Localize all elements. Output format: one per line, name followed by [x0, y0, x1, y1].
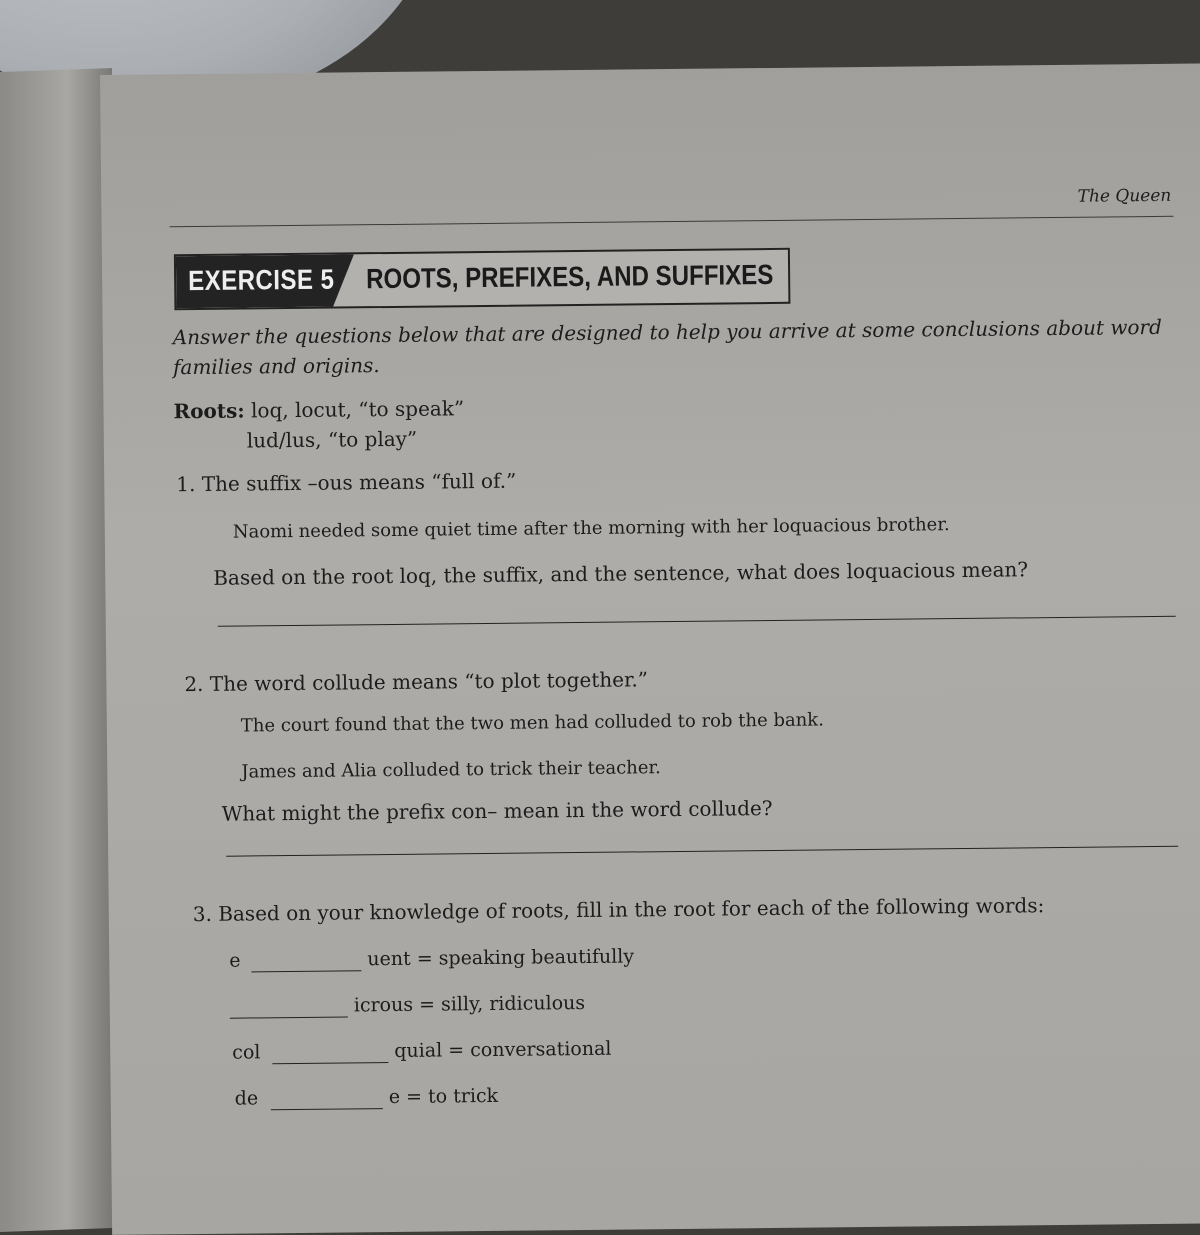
- fill-item-2-suffix: icrous = silly, ridiculous: [353, 991, 586, 1017]
- fill-item-4-blank[interactable]: [271, 1086, 383, 1110]
- fill-item-2-blank[interactable]: [230, 994, 348, 1018]
- fill-item-1: [229, 945, 634, 972]
- question-2-number: 2.: [184, 671, 204, 697]
- roots-line-2: lud/lus, “to play”: [246, 426, 418, 453]
- question-2-example-1: The court found that the two men had colluded to rob the bank.: [240, 709, 824, 737]
- exercise-title: ROOTS, PREFIXES, AND SUFFIXES: [365, 258, 774, 295]
- fill-item-1-blank[interactable]: [251, 948, 361, 972]
- question-2: [184, 667, 648, 696]
- roots-label: Roots:: [173, 398, 245, 424]
- instructions: Answer the questions below that are designed to help you arrive at some conclusions about word families and origins.: [172, 314, 1162, 380]
- exercise-banner: [174, 248, 791, 310]
- left-page-edge: [0, 68, 112, 1232]
- question-1-example: Naomi needed some quiet time after the morning with her loquacious brother.: [232, 514, 950, 543]
- fill-item-4-prefix: de: [234, 1087, 259, 1110]
- fill-item-4-suffix: e = to trick: [388, 1084, 499, 1109]
- fill-item-3-blank[interactable]: [272, 1040, 388, 1064]
- workbook-page: [100, 63, 1200, 1235]
- fill-item-2: [230, 992, 586, 1019]
- question-1-answer-line[interactable]: [218, 616, 1176, 627]
- question-2-text: The word collude means “to plot together.”: [209, 667, 649, 696]
- exercise-number: EXERCISE 5: [187, 263, 335, 297]
- roots-line-1: loq, locut, “to speak”: [250, 396, 465, 423]
- fill-item-1-suffix: uent = speaking beautifully: [367, 945, 635, 971]
- question-3-number: 3.: [192, 901, 213, 927]
- question-1: [176, 469, 516, 497]
- fill-item-3-prefix: col: [232, 1041, 261, 1064]
- question-1-prompt: Based on the root loq, the suffix, and the sentence, what does loquacious mean?: [213, 557, 1029, 590]
- fill-item-1-prefix: e: [229, 949, 241, 972]
- roots-block: [173, 393, 464, 456]
- header-rule: [170, 216, 1174, 228]
- fill-item-4: [235, 1085, 499, 1111]
- question-1-number: 1.: [176, 472, 196, 497]
- question-2-prompt: What might the prefix con– mean in the word collude?: [221, 795, 773, 826]
- fill-item-3: [232, 1038, 611, 1065]
- question-2-example-2: James and Alia colluded to trick their teacher.: [241, 757, 661, 783]
- question-2-answer-line[interactable]: [226, 846, 1178, 857]
- fill-item-3-suffix: quial = conversational: [394, 1037, 612, 1062]
- question-3-text: Based on your knowledge of roots, fill in the root for each of the following words:: [218, 893, 1045, 926]
- question-1-text: The suffix –ous means “full of.”: [201, 468, 517, 496]
- question-3: [193, 893, 1045, 926]
- running-head: The Queen: [1077, 185, 1172, 207]
